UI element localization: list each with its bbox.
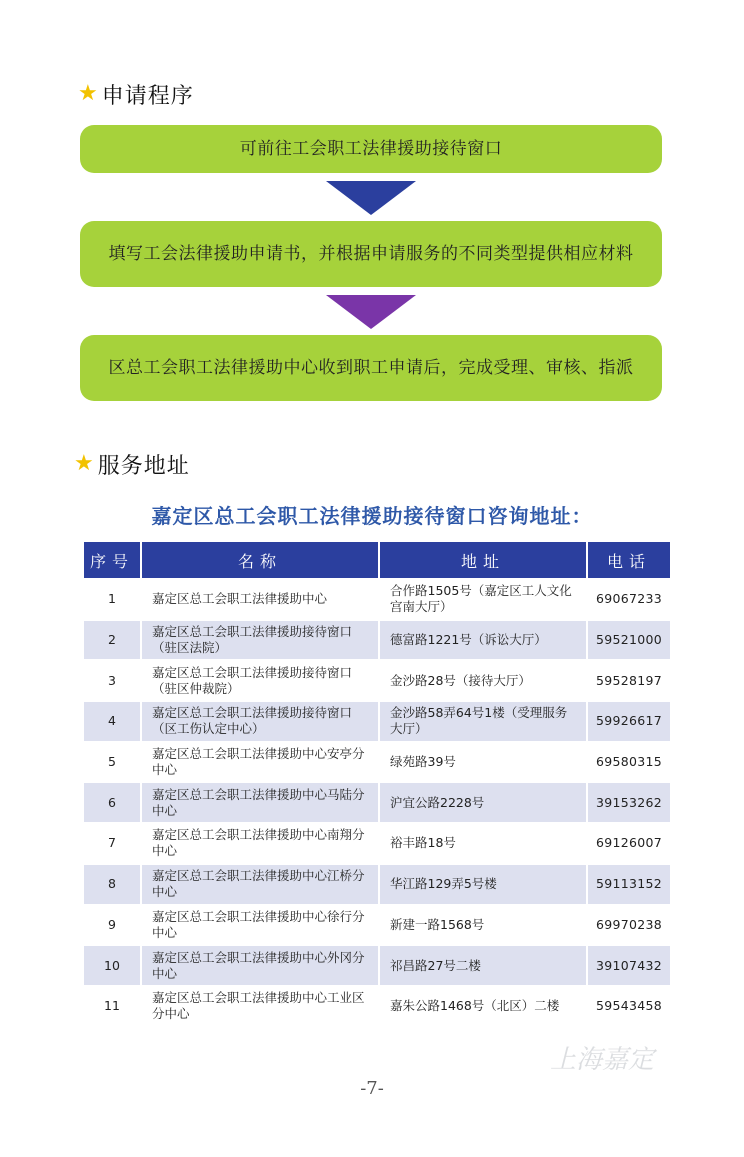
service-title-bar [210,459,666,491]
row-name: 嘉定区总工会职工法律援助接待窗口（驻区仲裁院） [142,661,378,700]
table-row [84,661,670,700]
row-address: 嘉朱公路1468号（北区）二楼 [380,987,586,1026]
row-address: 绿苑路39号 [380,743,586,782]
row-no: 9 [84,906,140,945]
row-name: 嘉定区总工会职工法律援助中心徐行分中心 [142,906,378,945]
row-no: 2 [84,621,140,660]
header-address: 地址 [380,542,586,578]
row-phone: 59528197 [588,661,670,700]
flow-step-3 [80,335,662,401]
table-row [84,865,670,904]
row-address: 金沙路58弄64号1楼（受理服务大厅） [380,702,586,741]
down-arrow-icon [326,295,416,329]
table-row [84,987,670,1026]
flow-step-1-text: 可前往工会职工法律援助接待窗口 [239,138,503,159]
row-phone: 69970238 [588,906,670,945]
row-phone: 69580315 [588,743,670,782]
row-name: 嘉定区总工会职工法律援助中心江桥分中心 [142,865,378,904]
row-phone: 39153262 [588,783,670,822]
table-row [84,783,670,822]
table-row [84,621,670,660]
row-name: 嘉定区总工会职工法律援助中心 [142,580,378,619]
row-phone: 59113152 [588,865,670,904]
row-name: 嘉定区总工会职工法律援助中心南翔分中心 [142,824,378,863]
row-address: 裕丰路18号 [380,824,586,863]
down-arrow-icon [326,181,416,215]
row-name: 嘉定区总工会职工法律援助接待窗口（区工伤认定中心） [142,702,378,741]
procedure-title: 申请程序 [101,83,194,109]
row-phone: 59543458 [588,987,670,1026]
table-row [84,702,670,741]
row-name: 嘉定区总工会职工法律援助接待窗口（驻区法院） [142,621,378,660]
row-no: 4 [84,702,140,741]
table-row [84,824,670,863]
table-row [84,946,670,985]
row-no: 7 [84,824,140,863]
row-address: 华江路129弄5号楼 [380,865,586,904]
row-no: 11 [84,987,140,1026]
service-title: 服务地址 [97,453,190,479]
flow-step-2 [80,221,662,287]
table-row [84,580,670,619]
row-address: 德富路1221号（诉讼大厅） [380,621,586,660]
row-address: 新建一路1568号 [380,906,586,945]
table-row [84,906,670,945]
row-phone: 59926617 [588,702,670,741]
address-table [82,540,672,1028]
row-no: 6 [84,783,140,822]
svg-text:上海嘉定: 上海嘉定 [550,1045,655,1075]
page-number: -7- [360,1078,384,1099]
header-name: 名称 [142,542,378,578]
row-name: 嘉定区总工会职工法律援助中心工业区分中心 [142,987,378,1026]
row-no: 1 [84,580,140,619]
shanghai-jiading-watermark-logo [550,1036,680,1080]
row-name: 嘉定区总工会职工法律援助中心安亭分中心 [142,743,378,782]
row-phone: 69067233 [588,580,670,619]
row-address: 沪宜公路2228号 [380,783,586,822]
procedure-title-bar [214,89,670,121]
row-phone: 39107432 [588,946,670,985]
star-icon: ★ [78,81,98,106]
address-table-title: 嘉定区总工会职工法律援助接待窗口咨询地址： [151,504,593,528]
star-icon: ★ [74,451,94,476]
flow-step-3-text: 区总工会职工法律援助中心收到职工申请后，完成受理、审核、指派 [108,357,634,378]
row-no: 8 [84,865,140,904]
table-row [84,743,670,782]
table-header-row [84,542,670,578]
procedure-section-header [78,78,194,110]
flow-step-1 [80,125,662,173]
row-address: 合作路1505号（嘉定区工人文化宫南大厅） [380,580,586,619]
row-address: 金沙路28号（接待大厅） [380,661,586,700]
row-no: 5 [84,743,140,782]
header-phone: 电话 [588,542,670,578]
row-no: 10 [84,946,140,985]
row-address: 祁昌路27号二楼 [380,946,586,985]
row-phone: 59521000 [588,621,670,660]
header-no: 序号 [84,542,140,578]
service-section-header [74,448,190,480]
row-name: 嘉定区总工会职工法律援助中心马陆分中心 [142,783,378,822]
row-phone: 69126007 [588,824,670,863]
row-no: 3 [84,661,140,700]
flow-step-2-text: 填写工会法律援助申请书，并根据申请服务的不同类型提供相应材料 [108,243,634,264]
row-name: 嘉定区总工会职工法律援助中心外冈分中心 [142,946,378,985]
address-table-body [84,580,670,1026]
